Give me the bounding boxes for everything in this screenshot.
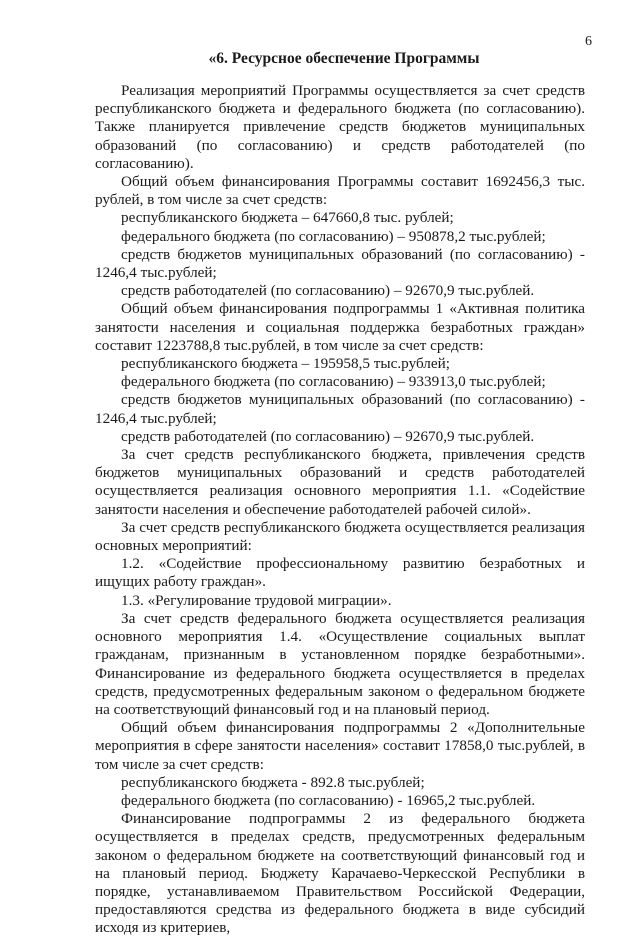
list-line: республиканского бюджета – 195958,5 тыс.рублей; [121, 355, 450, 373]
list-line: 1.3. «Регулирование трудовой миграции». [121, 591, 392, 609]
paragraph: За счет средств республиканского бюджета, привлечения средств бюджетов муниципальных образований и средств работодателей осуществляется реализация основного мероприятия 1.1. «Содействие занятости населения и обеспечение работодателей рабочей силой». [95, 446, 585, 518]
list-line: республиканского бюджета – 647660,8 тыс. рублей; [121, 209, 454, 227]
paragraph: средств бюджетов муниципальных образований (по согласованию) - 1246,4 тыс.рублей; [95, 391, 585, 427]
paragraph: Финансирование подпрограммы 2 из федерального бюджета осуществляется в пределах средств, предусмотренных федеральным законом о федеральном бюджете на соответствующий финансовый год и на плановый период. Бюджету Карачаево-Черкесской Республики в порядке, устанавливаемом Правительством Российской Федерации, предоставляются средства из федерального бюджета в виде субсидий исходя из критериев, [95, 810, 585, 937]
paragraph: За счет средств республиканского бюджета осуществляется реализация основных мероприятий: [95, 518, 585, 555]
paragraph: средств бюджетов муниципальных образований (по согласованию) - 1246,4 тыс.рублей; [95, 245, 585, 282]
paragraph: Реализация мероприятий Программы осуществляется за счет средств республиканского бюджета и федерального бюджета (по согласованию). Также планируется привлечение средств бюджетов муниципальных образований (по согласованию) и средств работодателей (по согласованию). [95, 82, 585, 172]
list-line: средств работодателей (по согласованию) – 92670,9 тыс.рублей. [121, 427, 535, 445]
list-line: республиканского бюджета - 892.8 тыс.рублей; [121, 773, 425, 791]
list-line: федерального бюджета (по согласованию) – 950878,2 тыс.рублей; [121, 227, 546, 245]
list-line: федерального бюджета (по согласованию) – 933913,0 тыс.рублей; [121, 373, 546, 391]
paragraph: Общий объем финансирования подпрограммы 2 «Дополнительные мероприятия в сфере занятости населения» составит 17858,0 тыс.рублей, в том числе за счет средств: [95, 719, 585, 773]
paragraph: Общий объем финансирования Программы составит 1692456,3 тыс. рублей, в том числе за счет средств: [95, 173, 585, 209]
page-number: 6 [585, 34, 592, 49]
document-body [95, 82, 585, 938]
paragraph: Общий объем финансирования подпрограммы 1 «Активная политика занятости населения и социальная поддержка безработных граждан» составит 1223788,8 тыс.рублей, в том числе за счет средств: [95, 300, 585, 354]
paragraph: За счет средств федерального бюджета осуществляется реализация основного мероприятия 1.4. «Осуществление социальных выплат гражданам, признанным в установленном порядке безработными». Финансирование из федерального бюджета осуществляется в пределах средств, предусмотренных федеральным законом о федеральном бюджете на соответствующий финансовый год и на плановый период. [95, 609, 585, 718]
paragraph: 1.2. «Содействие профессиональному развитию безработных и ищущих работу граждан». [95, 555, 585, 591]
list-line: федерального бюджета (по согласованию) - 16965,2 тыс.рублей. [121, 791, 536, 809]
section-heading: «6. Ресурсное обеспечение Программы [208, 50, 480, 67]
list-line: средств работодателей (по согласованию) – 92670,9 тыс.рублей. [121, 282, 535, 300]
